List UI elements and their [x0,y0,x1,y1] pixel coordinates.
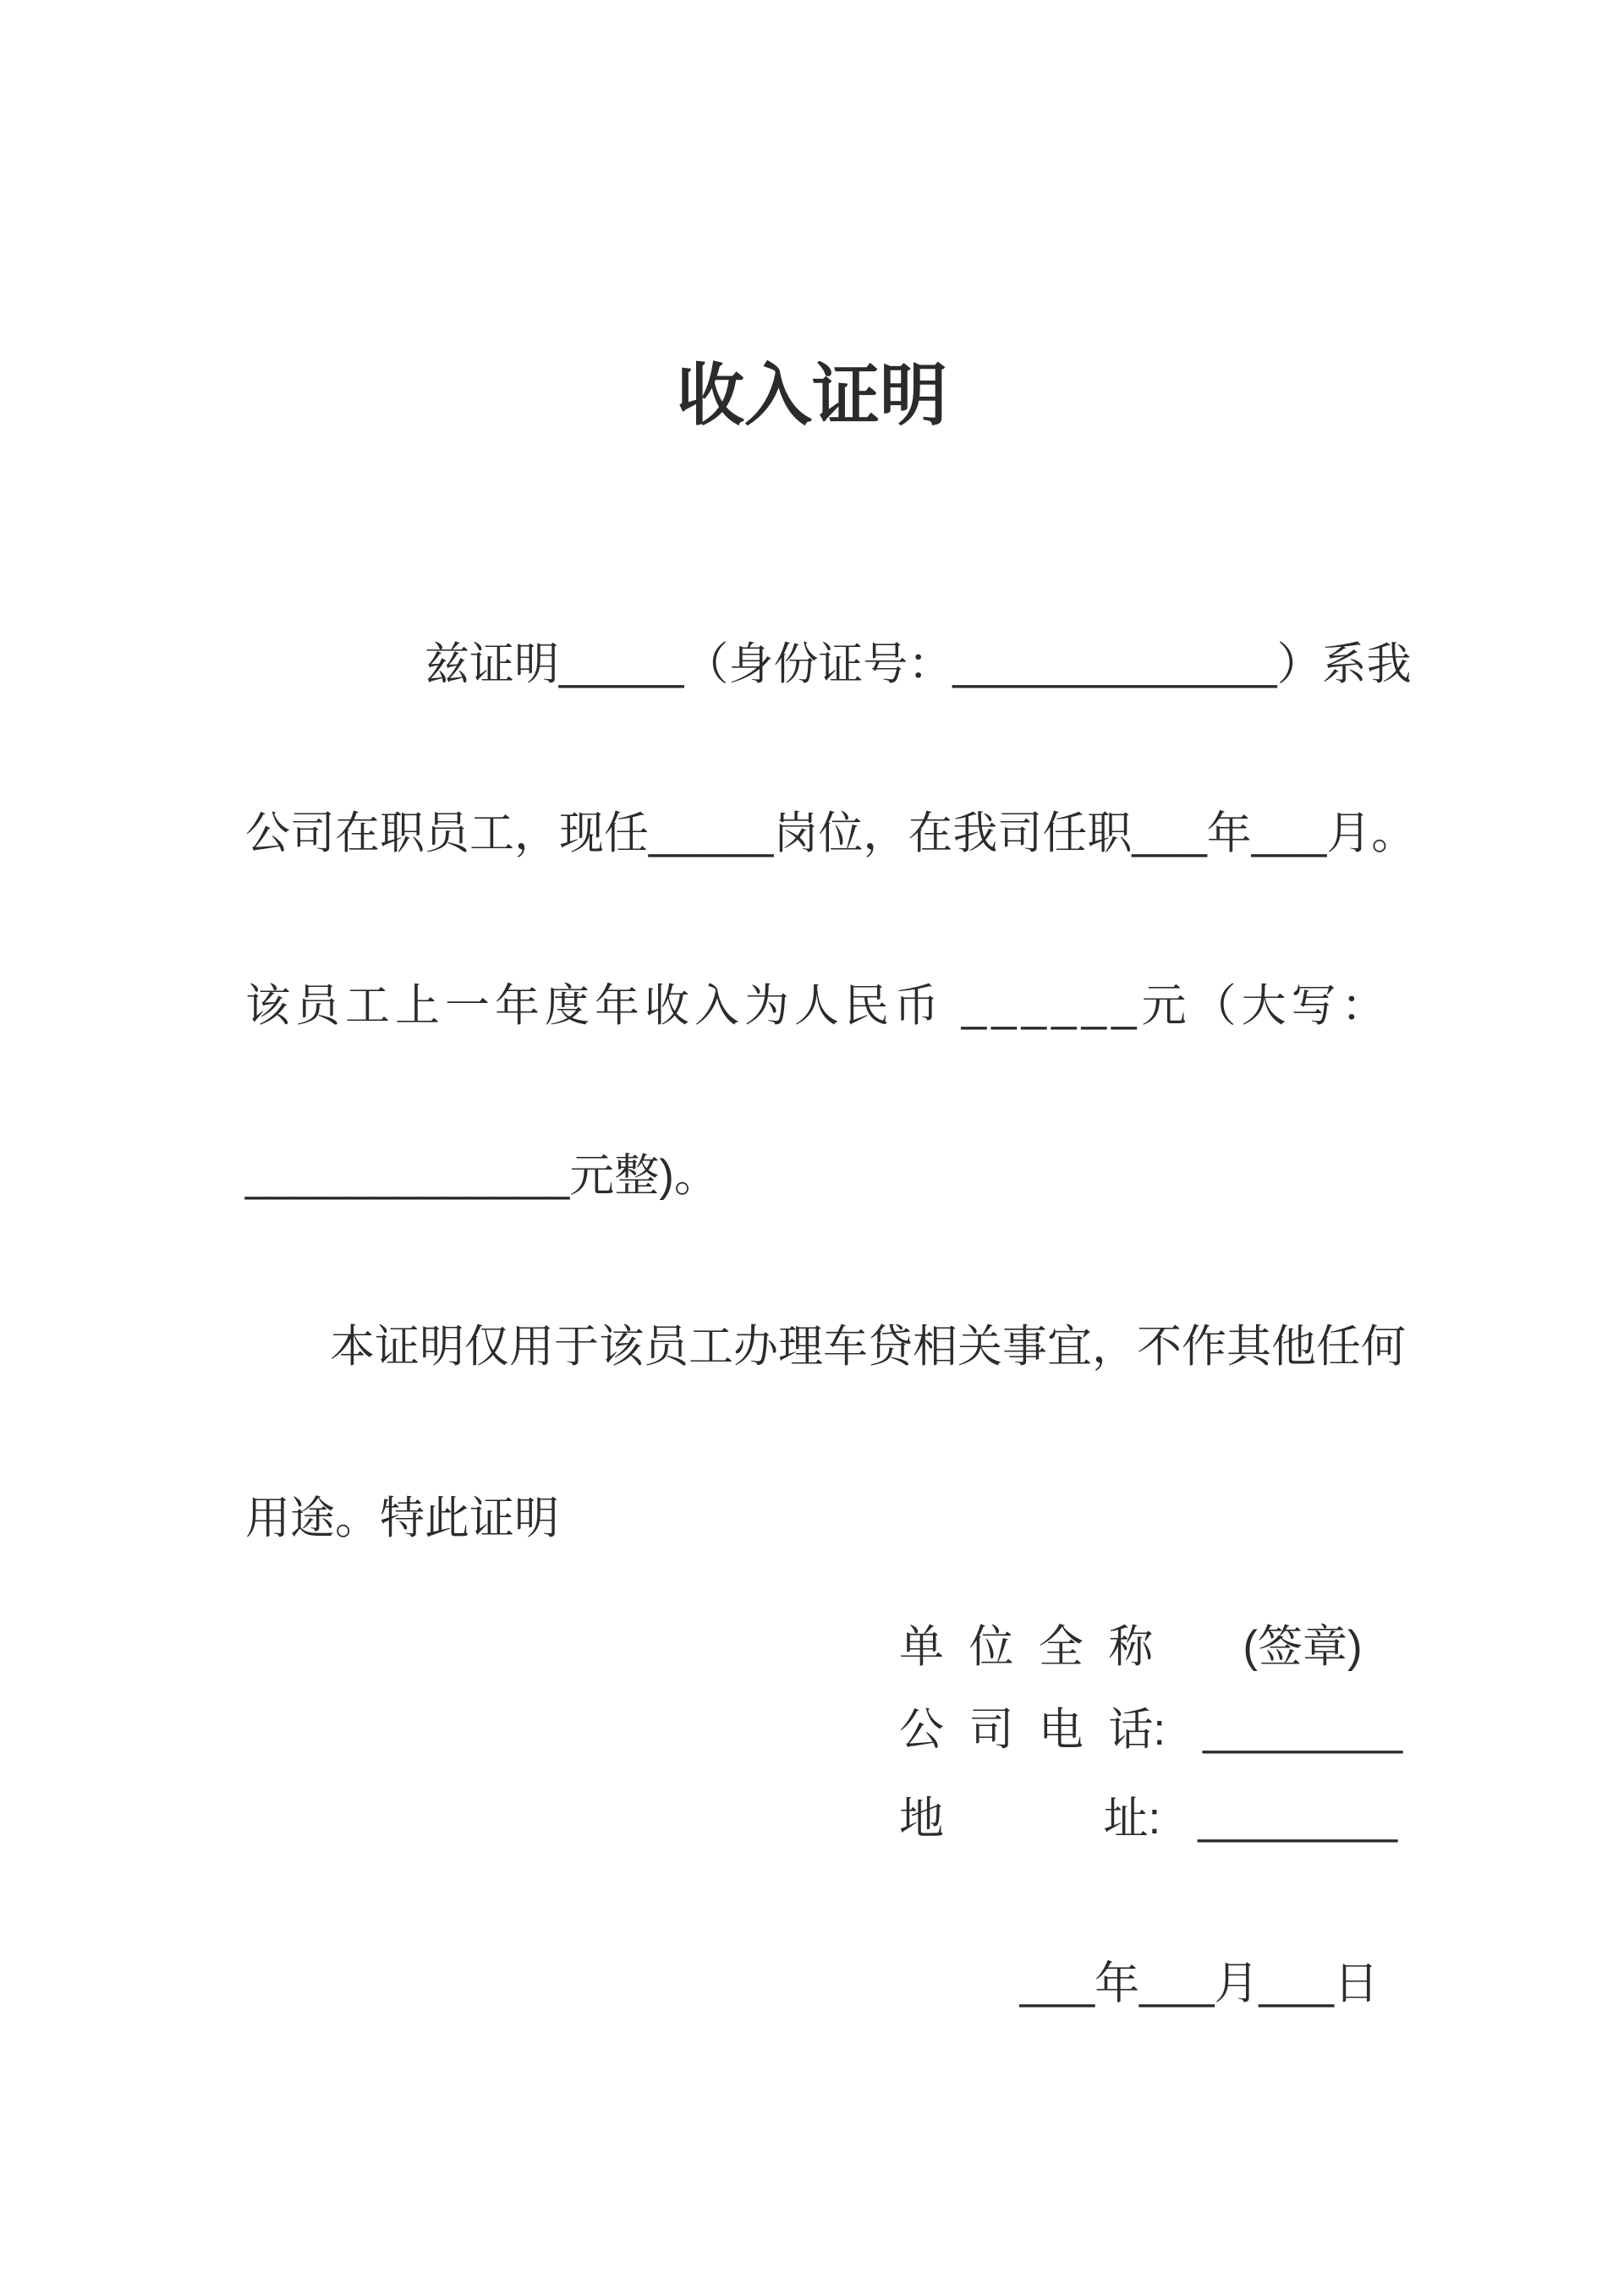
signature-date-line: ___年___月___日 [1019,1959,1379,2008]
signature-company-name-line: 单 位 全 称 (签章) [899,1622,1363,1672]
paragraph1-line3: 该员工上一年度年收入为人民币 ______元（大写： [245,981,1391,1031]
signature-phone-line: 公 司 电 话: ________ [899,1705,1403,1755]
signature-address-line: 地 址: ________ [899,1794,1398,1844]
paragraph2-line2: 用途。特此证明 [245,1493,559,1543]
document-title: 收入证明 [677,358,947,433]
paragraph1-line4: _____________元整)。 [245,1151,719,1201]
paragraph1-line2: 公司在职员工，现任_____岗位，在我司任职___年___月。 [245,808,1417,858]
paragraph1-line1: 兹证明_____（身份证号：_____________）系我 [425,639,1412,689]
paragraph2-line1: 本证明仅用于该员工办理车贷相关事宜，不作其他任何 [330,1322,1406,1372]
